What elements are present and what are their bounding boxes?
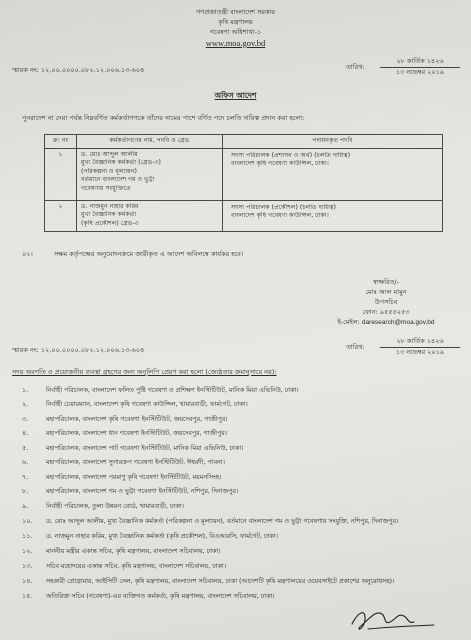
copy-list-text: মহাপরিচালক, বাংলাদেশ গম ও ভুট্টা গবেষণা ইনস্টিটিউট, নশিপুর, দিনাজপুর। — [46, 488, 239, 495]
row-serial: ১ — [45, 148, 77, 200]
officer-line: গবেষণায় সংযুক্তিতে — [81, 184, 131, 192]
handwritten-signature — [338, 598, 448, 638]
row-serial: ২ — [45, 200, 77, 231]
copy-list-number: ১০. — [22, 517, 33, 525]
table-header-serial: ক্র: নং — [45, 135, 77, 149]
row-officer — [77, 200, 223, 231]
posting-line: বাংলাদেশ কৃষি গবেষণা কাউন্সিল, ঢাকা। — [231, 160, 329, 168]
copy-list-text: মাননীয় মন্ত্রীর একান্ত সচিব, কৃষি মন্ত্রণালয়, বাংলাদেশ সচিবালয়, ঢাকা। — [46, 548, 221, 555]
posting-line: বাংলাদেশ কৃষি গবেষণা কাউন্সিল, ঢাকা। — [231, 212, 329, 220]
copy-list-number: ১২. — [22, 547, 33, 555]
officer-line: মুখ্য বৈজ্ঞানিক কর্মকর্তা (গ্রেড-৩) — [81, 159, 161, 167]
memo2-date-bangla: ২৮ কার্তিক ১৪২৬ — [396, 337, 444, 345]
table-header-name: কর্মকর্তাগণের নাম, পদবি ও গ্রেড — [77, 135, 223, 149]
copy-list-number: ১. — [22, 386, 29, 394]
officer-line: ড. নাজমুন নাহার করিম — [81, 202, 139, 210]
signed-mark: স্বাক্ষরিত/- — [373, 278, 399, 286]
signatory-name: মোঃ আল মামুন — [365, 288, 407, 296]
signatory-designation: উপসচিব — [374, 298, 398, 306]
memo2-date-english: ১৩ নভেম্বর ২০১৯ — [395, 348, 445, 356]
email-label: ই-মেইল: — [337, 318, 360, 326]
branch-name: গবেষণা অধিশাখা-১ — [209, 28, 262, 36]
copy-list-number: ৯. — [22, 502, 29, 510]
copy-list-text: নির্বাহী চেয়ারম্যান, বাংলাদেশ কৃষি গবেষণা কাউন্সিল, খামারবাড়ী, ফার্মগেট, ঢাকা। — [46, 401, 248, 408]
copy-list-text: মহাপরিচালক, বাংলাদেশ পরমাণু কৃষি গবেষণা ইনস্টিটিউট, ময়মনসিংহ। — [46, 474, 222, 481]
table-row — [45, 200, 443, 231]
copy-list-text: ড. মোঃ আব্দুল আলীম, মুখ্য বৈজ্ঞানিক কর্মকর্তা (পরিকল্পনা ও মূল্যায়ন), বর্তমানে বাংলাদেশ গম ও ভুট্টা গবেষণায় সংযুক্তি, নশিপুর, দিনাজপুর। — [46, 518, 399, 525]
copy-list-number: ৮. — [22, 487, 29, 495]
copy-list-text: নির্বাহী পরিচালক, বাংলাদেশ ফলিত পুষ্টি গবেষণা ও প্রশিক্ষণ ইনস্টিটিউট, মানিক মিয়া এভিনিউ, ঢাকা। — [46, 387, 299, 394]
date-english: ১৩ নভেম্বর ২০১৯ — [395, 68, 445, 76]
row-officer — [77, 148, 223, 200]
para2-number: ০২। — [22, 250, 33, 258]
copy-list-number: ১৫. — [22, 592, 33, 600]
signatory-email-line — [312, 318, 460, 327]
memo-number: স্মারক নং: ১২.০০.০০০০.০৮২.১২.০০৬.১৩-৬০৪ — [12, 66, 145, 74]
signatory-phone: ফোন: ৯৫৫৫২৫৩ — [362, 308, 410, 316]
copy-list-number: ৩. — [22, 415, 29, 423]
copy-list-text: মহাপরিচালক, বাংলাদেশ পাট গবেষণা ইনস্টিটিউট, মানিক মিয়া এভিনিউ, ঢাকা। — [46, 445, 244, 452]
row-posting — [223, 200, 443, 231]
copy-list-text: নির্বাহী পরিচালক, তুলা উন্নয়ন বোর্ড, খামারবাড়ী, ঢাকা। — [46, 503, 184, 510]
copy-list-number: ৭. — [22, 473, 29, 481]
copy-list-text: মহাপরিচালক, বাংলাদেশ কৃষি গবেষণা ইনস্টিটিউট, জয়দেবপুর, গাজীপুর। — [46, 416, 228, 423]
table-header-row — [45, 135, 443, 149]
row-posting — [223, 148, 443, 200]
copy-heading: সদয় অবগতি ও প্রয়োজনীয় ব্যবস্থা গ্রহণের জন্য অনুলিপি প্রেরণ করা হলো (জ্যেষ্ঠতার ক্রমানুসারে নয়): — [12, 368, 277, 376]
page-title: অফিস আদেশ — [214, 91, 257, 100]
copy-list-text: ড. নাজমুন নাহার করিম, মুখ্য বৈজ্ঞানিক কর্মকর্তা (কৃষি প্রকৌশল), বিএআরসি, ফার্মগেট, ঢাকা। — [46, 533, 278, 540]
ministry-name: কৃষি মন্ত্রণালয় — [218, 18, 253, 26]
intro-paragraph: পুনরাদেশ না দেয়া পর্যন্ত নিম্নবর্ণিত কর্মকর্তাগণকে তাঁদের নামের পাশে বর্ণিত পদে চলতি দায়িত্ব প্রদান করা হলো: — [22, 114, 305, 122]
copy-list-text: মহাপরিচালক, বাংলাদেশ সুগারক্রপ গবেষণা ইনস্টিটিউট, ঈশ্বরদী, পাবনা। — [46, 459, 225, 466]
officer-table — [44, 134, 443, 232]
memo2-date-label: তারিখ: — [346, 343, 365, 351]
govt-name: গণপ্রজাতন্ত্রী বাংলাদেশ সরকার — [196, 8, 275, 16]
copy-list-text: অতিরিক্ত সচিব (গবেষণা)-এর ব্যক্তিগত কর্মকর্তা, কৃষি মন্ত্রণালয়, বাংলাদেশ সচিবালয়, ঢাকা। — [46, 593, 275, 600]
table-header-post: পদায়নকৃত পদবি — [223, 135, 443, 149]
date-label: তারিখ: — [346, 63, 365, 71]
table-row — [45, 148, 443, 200]
posting-line: সদস্য পরিচালক (প্রশাসন ও অর্থ) (চলতি দায়িত্ব) — [231, 151, 351, 159]
memo2-number: স্মারক নং: ১২.০০.০০০০.০৮২.১২.০০৬.১৩-৬০৪ — [12, 346, 145, 354]
copy-list-number: ৫. — [22, 444, 29, 452]
email-address: daresearch@moa.gov.bd — [361, 319, 435, 326]
copy-list-text: সচিব মহোদয়ের একান্ত সচিব, কৃষি মন্ত্রণালয়, বাংলাদেশ সচিবালয়, ঢাকা। — [46, 563, 226, 570]
copy-list-number: ৬. — [22, 458, 29, 466]
copy-list-number: ৪. — [22, 429, 29, 437]
copy-list-number: ২. — [22, 400, 29, 408]
website-link: www.moa.gov.bd — [205, 38, 266, 48]
copy-list-number: ১১. — [22, 532, 33, 540]
para2-text: সক্ষম কর্তৃপক্ষের অনুমোদনক্রমে জারীকৃত এ আদেশ অবিলম্বে কার্যকর হবে। — [54, 250, 244, 258]
copy-list-number: ১৩. — [22, 562, 33, 570]
date-bangla: ২৮ কার্তিক ১৪২৬ — [396, 57, 444, 65]
copy-list-text: সহকারী প্রোগ্রামার, আইসিটি সেল, কৃষি মন্ত্রণালয়, বাংলাদেশ সচিবালয়, ঢাকা (আদেশটি কৃষি মন্ত্রণালয়ের ওয়েবসাইটে প্রকাশের অনুরোধসহ)। — [46, 578, 395, 585]
officer-line: বর্তমানে বাংলাদেশ গম ও ভুট্টা — [81, 176, 155, 184]
officer-line: মুখ্য বৈজ্ঞানিক কর্মকর্তা — [81, 211, 137, 219]
copy-list-text: মহাপরিচালক, বাংলাদেশ ধান গবেষণা ইনস্টিটিউট, জয়দেবপুর, গাজীপুর। — [46, 430, 227, 437]
posting-line: সদস্য পরিচালক (প্রকৌশল) (চলতি দায়িত্ব) — [231, 203, 336, 211]
officer-line: ড. মোঃ আব্দুল আলীম — [81, 150, 138, 158]
officer-line: (কৃষি প্রকৌশল) গ্রেড-৩ — [81, 219, 139, 227]
officer-line: (পরিকল্পনা ও মূল্যায়ন) — [81, 167, 137, 175]
copy-list-number: ১৪. — [22, 577, 33, 585]
